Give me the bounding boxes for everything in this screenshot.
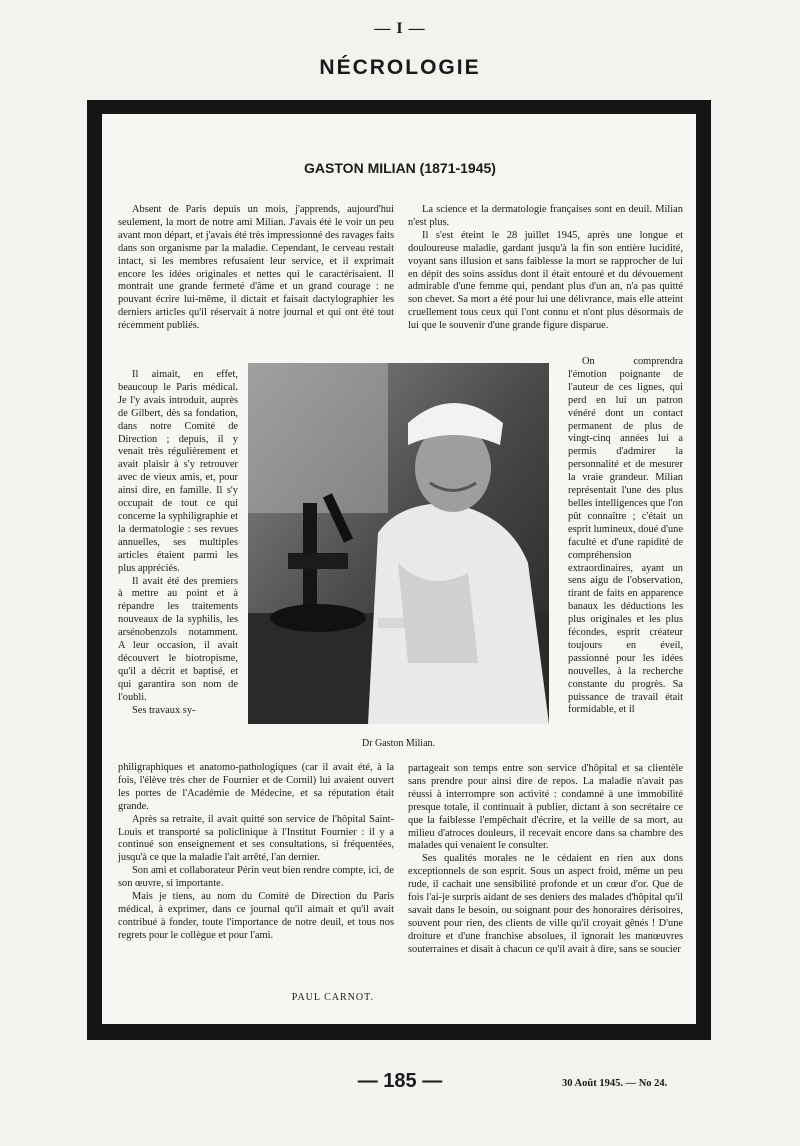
right-column-bottom xyxy=(408,763,683,957)
portrait-photo xyxy=(248,363,549,724)
left-column-top xyxy=(118,204,394,333)
paragraph: philigraphiques et anatomo-pathologiques (car il avait été, à la fois, l'élève très cher de Fournier et de Cornil) lui avaient ouvert les portes de l'Académie de Médecine, et sa réputation était grande. xyxy=(118,762,394,812)
paragraph: Il avait été des premiers à mettre au point et à répandre les traitements nouveaux de la syphilis, les arsénobenzols notamment. A leur occasion, il avait découvert le biotropisme, qu'il a décrit et baptisé, et qui garantira son nom de l'oubli. xyxy=(118,575,238,703)
photo-caption: Dr Gaston Milian. xyxy=(361,738,436,749)
right-column-narrow xyxy=(568,356,683,717)
paragraph: La science et la dermatologie françaises sont en deuil. Milian n'est plus. xyxy=(408,204,683,228)
paragraph: Il aimait, en effet, beaucoup le Paris médical. Je l'y avais introduit, auprès de Gilbert, dès sa fondation, dans notre Comité de Direction ; depuis, il y venait très régulièrement et avait plaisir à s'y retrouver avec de vieux amis, et, pour ainsi dire, en famille. Il s'y occupait de tout ce qui concerne la syphiligraphie et la dermatologie : ses revues annuelles, ses multiples articles étaient parmi les plus appréciés. xyxy=(118,369,238,574)
paragraph: Ses qualités morales ne le cédaient en rien aux dons exceptionnels de son esprit. Sous un aspect froid, même un peu rude, il cachait une sensibilité profonde et un cœur d'or. Que de fois l'ai-je surpris aidant de ses deniers des malades d'hôpital qu'il savait dans le besoin, ou soignant pour des honoraires dérisoires, souvent pour rien, des clients de ville qu'il croyait gênés ! D'une droiture et d'une franchise absolues, il ignorait les manœuvres souterraines et disait à chacun ce qu'il avait à dire, sans se soucier xyxy=(408,853,683,955)
portrait-illustration xyxy=(248,363,549,724)
page-number: — 185 — xyxy=(357,1070,443,1092)
paragraph: Absent de Paris depuis un mois, j'apprends, aujourd'hui seulement, la mort de notre ami Milian. J'avais été le voir un peu avant mon départ, et j'avais été très impressionné des ravages faits dans son organisme par la maladie. Cependant, le cerveau restait intact, si les membres refusaient leur service, et il exprimait encore les idées originales et nettes qui le caractérisaient. Il montrait une grande fermeté d'âme et un grand courage : ne pouvant écrire lui-même, il dictait et faisait dactylographier les derniers articles qu'il réservait à notre journal et qui ont été tout récemment publiés. xyxy=(118,204,394,332)
paragraph: Après sa retraite, il avait quitté son service de l'hôpital Saint-Louis et transporté sa policlinique à l'Institut Fournier : il y a continué son enseignement et ses consultations, si fréquentées, jusqu'à ce que la maladie l'ait arrêté, l'an dernier. xyxy=(118,813,394,864)
right-column-top xyxy=(408,204,683,333)
issue-date: 30 Août 1945. — No 24. xyxy=(562,1078,668,1089)
left-column-narrow xyxy=(118,369,238,717)
paragraph: Mais je tiens, au nom du Comité de Direction du Paris médical, à exprimer, dans ce journal qu'il aimait et qu'il avait contribué à fonder, toute l'importance de notre deuil, et tous nos regrets pour le collègue et pour l'ami. xyxy=(118,891,394,941)
paragraph: partageait son temps entre son service d'hôpital et sa clientèle sans prendre pour ainsi dire de repos. La maladie n'avait pas réussi à interrompre son activité : condamné à une immobilité presque totale, il continuait à publier, dictant à son secrétaire ce que la faiblesse l'empêchait d'écrire, et la veille de sa mort, au milieu d'atroces douleurs, il recevait encore dans sa chambre des malades qui venaient le consulter. xyxy=(408,763,683,852)
paragraph: Il s'est éteint le 28 juillet 1945, après une longue et douloureuse maladie, gardant jusqu'à la fin son entière lucidité, voyant sans illusion et sans faiblesse la mort se rapprocher de lui en dépit des soins assidus dont il était entouré et du dévouement admirable d'une femme qui, pendant plus d'un an, n'a pas quitté son chevet. Sa mort a été pour lui une délivrance, mais elle atteint cruellement tous ceux qui l'ont connu et n'ont plus désormais de lui que le souvenir d'une grande figure disparue. xyxy=(408,229,683,332)
left-column-bottom xyxy=(118,762,394,943)
signature: PAUL CARNOT. xyxy=(291,992,374,1003)
paragraph: Ses travaux sy- xyxy=(132,704,196,716)
paragraph: On comprendra l'émotion poignante de l'auteur de ces lignes, qui perd en lui un patron vénéré dont un contact permanent de plus de vingt-cinq années lui a permis d'admirer la personnalité et de mesurer la vraie grandeur. Milian représentait l'une des plus belles intelligences que l'on pût connaître ; c'était un esprit lumineux, doué d'une faculté et d'une rapidité de compréhension extraordinaires, ayant un sens aigu de l'observation, tirant de faits en apparence banaux les déductions les plus originales et les plus fécondes, esprit créateur toujours en éveil, passionné pour les idées nouvelles, à la recherche constante du progrès. Sa puissance de travail était formidable, et il xyxy=(568,356,683,716)
page-marker: — I — xyxy=(374,20,426,37)
paragraph: Son ami et collaborateur Périn veut bien rendre compte, ici, de son œuvre, si importante. xyxy=(118,865,394,890)
section-title: NÉCROLOGIE xyxy=(319,56,481,79)
article-title: GASTON MILIAN (1871-1945) xyxy=(304,160,496,176)
